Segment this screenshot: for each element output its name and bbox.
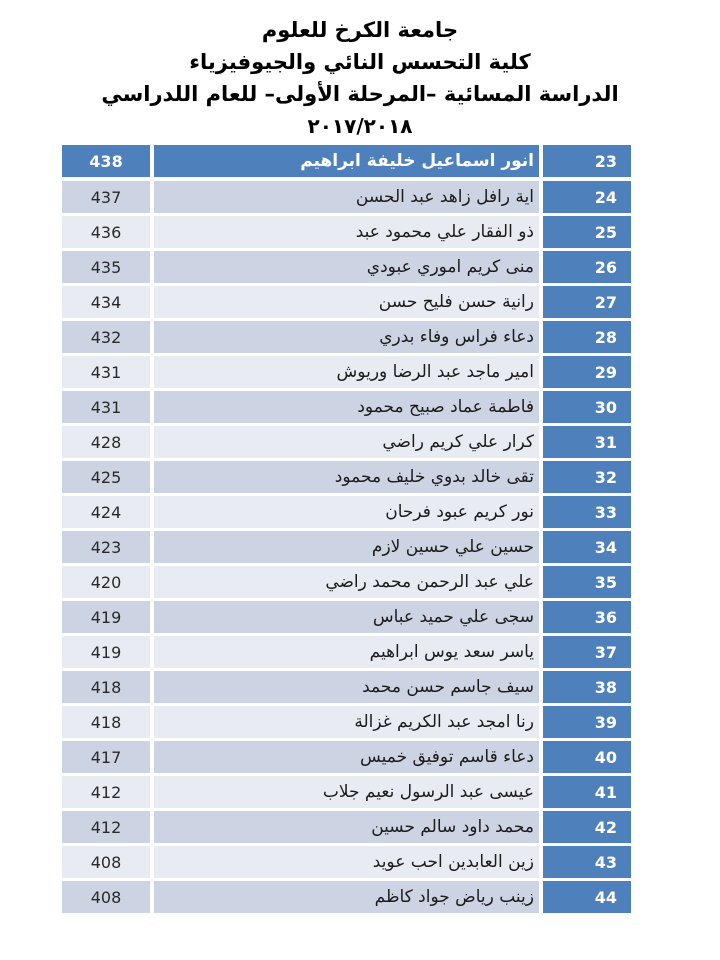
rank-cell: 39 bbox=[543, 706, 631, 738]
score-cell: 424 bbox=[62, 496, 150, 528]
table-row bbox=[62, 145, 631, 177]
rank-cell: 30 bbox=[543, 391, 631, 423]
name-cell: تقى خالد بدوي خليف محمود bbox=[154, 461, 539, 493]
academic-year: ٢٠١٧/٢٠١٨ bbox=[307, 114, 413, 138]
name-cell: علي عبد الرحمن محمد راضي bbox=[154, 566, 539, 598]
table-row bbox=[62, 426, 631, 458]
score-cell: 418 bbox=[62, 671, 150, 703]
rank-cell: 38 bbox=[543, 671, 631, 703]
name-cell: ياسر سعد يوس ابراهيم bbox=[154, 636, 539, 668]
table-row bbox=[62, 566, 631, 598]
table-row bbox=[62, 811, 631, 843]
rank-cell: 31 bbox=[543, 426, 631, 458]
table-row bbox=[62, 671, 631, 703]
name-cell: زين العابدين احب عويد bbox=[154, 846, 539, 878]
name-cell: محمد داود سالم حسين bbox=[154, 811, 539, 843]
score-cell: 419 bbox=[62, 601, 150, 633]
score-cell: 412 bbox=[62, 811, 150, 843]
table-row bbox=[62, 251, 631, 283]
score-cell: 436 bbox=[62, 216, 150, 248]
table-row bbox=[62, 321, 631, 353]
table-row bbox=[62, 496, 631, 528]
score-cell: 408 bbox=[62, 881, 150, 913]
rank-cell: 29 bbox=[543, 356, 631, 388]
score-cell: 432 bbox=[62, 321, 150, 353]
rank-cell: 43 bbox=[543, 846, 631, 878]
rank-cell: 34 bbox=[543, 531, 631, 563]
table-row bbox=[62, 706, 631, 738]
rank-cell: 25 bbox=[543, 216, 631, 248]
score-cell: 438 bbox=[62, 145, 150, 177]
name-cell: فاطمة عماد صبيح محمود bbox=[154, 391, 539, 423]
table-row bbox=[62, 216, 631, 248]
rank-cell: 32 bbox=[543, 461, 631, 493]
rank-cell: 41 bbox=[543, 776, 631, 808]
table-row bbox=[62, 636, 631, 668]
score-cell: 419 bbox=[62, 636, 150, 668]
name-cell: رنا امجد عبد الكريم غزالة bbox=[154, 706, 539, 738]
table-row bbox=[62, 881, 631, 913]
score-cell: 435 bbox=[62, 251, 150, 283]
table-row bbox=[62, 356, 631, 388]
score-cell: 431 bbox=[62, 356, 150, 388]
rank-cell: 27 bbox=[543, 286, 631, 318]
name-cell: اية رافل زاهد عبد الحسن bbox=[154, 181, 539, 213]
program-line: الدراسة المسائية –المرحلة الأولى– للعام اللدراسي bbox=[101, 82, 619, 106]
rank-cell: 23 bbox=[543, 145, 631, 177]
name-cell: انور اسماعيل خليفة ابراهيم bbox=[154, 145, 539, 177]
score-cell: 408 bbox=[62, 846, 150, 878]
name-cell: منى كريم اموري عبودي bbox=[154, 251, 539, 283]
table-row bbox=[62, 846, 631, 878]
name-cell: كرار علي كريم راضي bbox=[154, 426, 539, 458]
score-cell: 420 bbox=[62, 566, 150, 598]
name-cell: نور كريم عبود فرحان bbox=[154, 496, 539, 528]
name-cell: سجى علي حميد عباس bbox=[154, 601, 539, 633]
name-cell: دعاء فراس وفاء بدري bbox=[154, 321, 539, 353]
rank-cell: 37 bbox=[543, 636, 631, 668]
college-name: كلية التحسس النائي والجيوفيزياء bbox=[189, 50, 531, 74]
table-row bbox=[62, 601, 631, 633]
rank-cell: 44 bbox=[543, 881, 631, 913]
rank-cell: 33 bbox=[543, 496, 631, 528]
table-row bbox=[62, 391, 631, 423]
rank-cell: 26 bbox=[543, 251, 631, 283]
rank-cell: 40 bbox=[543, 741, 631, 773]
name-cell: دعاء قاسم توفيق خميس bbox=[154, 741, 539, 773]
name-cell: عيسى عبد الرسول نعيم جلاب bbox=[154, 776, 539, 808]
table-row bbox=[62, 181, 631, 213]
table-row bbox=[62, 461, 631, 493]
rank-cell: 24 bbox=[543, 181, 631, 213]
rank-cell: 42 bbox=[543, 811, 631, 843]
score-cell: 428 bbox=[62, 426, 150, 458]
rank-cell: 28 bbox=[543, 321, 631, 353]
table-row bbox=[62, 741, 631, 773]
table-row bbox=[62, 776, 631, 808]
rank-cell: 36 bbox=[543, 601, 631, 633]
document-header bbox=[0, 0, 720, 142]
score-cell: 418 bbox=[62, 706, 150, 738]
score-cell: 412 bbox=[62, 776, 150, 808]
table-row bbox=[62, 531, 631, 563]
name-cell: سيف جاسم حسن محمد bbox=[154, 671, 539, 703]
score-cell: 417 bbox=[62, 741, 150, 773]
name-cell: رانية حسن فليح حسن bbox=[154, 286, 539, 318]
name-cell: ذو الفقار علي محمود عبد bbox=[154, 216, 539, 248]
table-row bbox=[62, 286, 631, 318]
rank-cell: 35 bbox=[543, 566, 631, 598]
score-cell: 423 bbox=[62, 531, 150, 563]
score-cell: 431 bbox=[62, 391, 150, 423]
score-cell: 434 bbox=[62, 286, 150, 318]
score-cell: 425 bbox=[62, 461, 150, 493]
results-table bbox=[62, 145, 631, 916]
score-cell: 437 bbox=[62, 181, 150, 213]
university-name: جامعة الكرخ للعلوم bbox=[261, 18, 459, 42]
name-cell: امير ماجد عبد الرضا وريوش bbox=[154, 356, 539, 388]
name-cell: حسين علي حسين لازم bbox=[154, 531, 539, 563]
name-cell: زينب رياض جواد كاظم bbox=[154, 881, 539, 913]
